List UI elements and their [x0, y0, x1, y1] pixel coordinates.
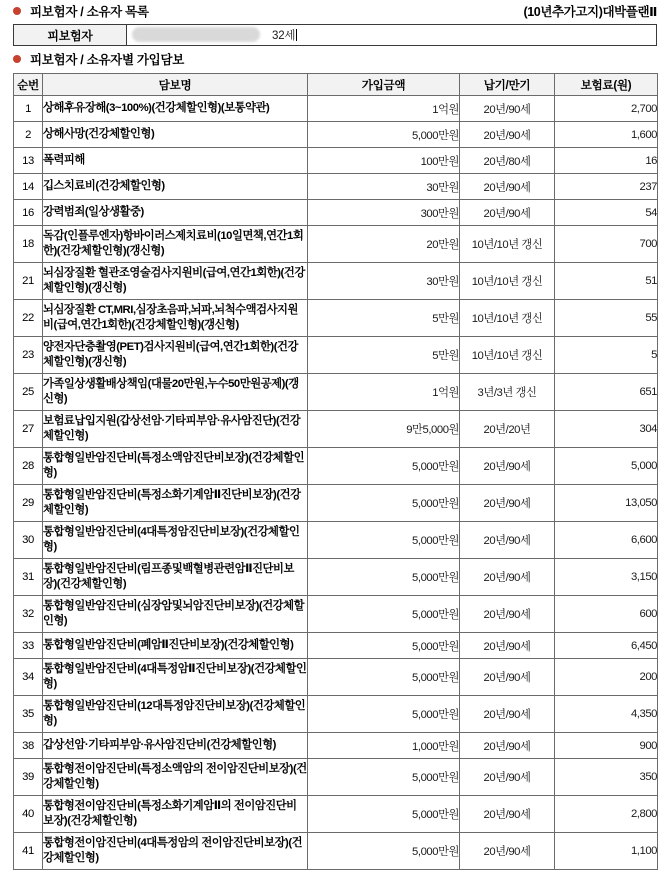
cell-premium: 3,150	[555, 559, 658, 596]
table-row	[14, 148, 658, 174]
table-row	[14, 696, 658, 733]
cell-no: 2	[14, 122, 43, 148]
cell-no: 30	[14, 522, 43, 559]
cell-term: 20년/20년	[460, 411, 555, 448]
cell-name: 통합형일반암진단비(특정소화기계암Ⅱ진단비보장)(건강체할인형)	[43, 485, 308, 522]
cell-amount: 5,000만원	[308, 633, 460, 659]
insured-age: 32세	[272, 27, 297, 43]
table-row	[14, 833, 658, 870]
cell-name: 상해후유장해(3~100%)(건강체할인형)(보통약관)	[43, 96, 308, 122]
cell-term: 10년/10년 갱신	[460, 226, 555, 263]
coverage-table-body	[14, 96, 658, 870]
cell-no: 1	[14, 96, 43, 122]
cell-amount: 5,000만원	[308, 759, 460, 796]
cell-premium: 2,800	[555, 796, 658, 833]
cell-no: 34	[14, 659, 43, 696]
cell-name: 통합형전이암진단비(특정소화기계암Ⅱ의 전이암진단비보장)(건강체할인형)	[43, 796, 308, 833]
cell-term: 20년/90세	[460, 759, 555, 796]
cell-term: 20년/90세	[460, 448, 555, 485]
cell-no: 14	[14, 174, 43, 200]
column-header-term: 납기/만기	[460, 74, 555, 96]
cell-name: 보험료납입지원(갑상선암·기타피부암·유사암진단)(건강체할인형)	[43, 411, 308, 448]
cell-no: 16	[14, 200, 43, 226]
coverage-section-header	[0, 46, 670, 70]
table-row	[14, 485, 658, 522]
cell-no: 29	[14, 485, 43, 522]
cell-name: 통합형전이암진단비(특정소액암의 전이암진단비보장)(건강체할인형)	[43, 759, 308, 796]
coverage-table-head	[14, 74, 658, 96]
cell-no: 22	[14, 300, 43, 337]
cell-premium: 51	[555, 263, 658, 300]
cell-premium: 13,050	[555, 485, 658, 522]
table-row	[14, 122, 658, 148]
cell-term: 20년/90세	[460, 633, 555, 659]
cell-name: 통합형일반암진단비(4대특정암Ⅱ진단비보장)(건강체할인형)	[43, 659, 308, 696]
table-row	[14, 759, 658, 796]
cell-amount: 5,000만원	[308, 448, 460, 485]
plan-name-label: (10년추가고지)대박플랜Ⅱ	[523, 5, 657, 19]
cell-premium: 600	[555, 596, 658, 633]
cell-premium: 4,350	[555, 696, 658, 733]
column-header-premium: 보험료(원)	[555, 74, 658, 96]
cell-name: 폭력피해	[43, 148, 308, 174]
redaction-blob	[132, 27, 260, 42]
cell-term: 20년/90세	[460, 696, 555, 733]
table-row	[14, 374, 658, 411]
cell-no: 27	[14, 411, 43, 448]
cell-name: 통합형일반암진단비(4대특정암진단비보장)(건강체할인형)	[43, 522, 308, 559]
cell-amount: 5,000만원	[308, 522, 460, 559]
cell-premium: 350	[555, 759, 658, 796]
cell-term: 20년/80세	[460, 148, 555, 174]
table-row	[14, 226, 658, 263]
cell-premium: 55	[555, 300, 658, 337]
cell-term: 10년/10년 갱신	[460, 300, 555, 337]
table-row	[14, 659, 658, 696]
cell-term: 10년/10년 갱신	[460, 337, 555, 374]
cell-no: 35	[14, 696, 43, 733]
column-header-amount: 가입금액	[308, 74, 460, 96]
cell-name: 갑상선암·기타피부암·유사암진단비(건강체할인형)	[43, 733, 308, 759]
cell-premium: 1,100	[555, 833, 658, 870]
cell-premium: 237	[555, 174, 658, 200]
cell-name: 뇌심장질환 혈관조영술검사지원비(급여,연간1회한)(건강체할인형)(갱신형)	[43, 263, 308, 300]
cell-premium: 900	[555, 733, 658, 759]
cell-term: 20년/90세	[460, 200, 555, 226]
coverage-table-wrapper	[13, 73, 657, 870]
cell-term: 20년/90세	[460, 174, 555, 200]
cell-term: 20년/90세	[460, 559, 555, 596]
cell-amount: 30만원	[308, 174, 460, 200]
cell-amount: 1억원	[308, 374, 460, 411]
table-row	[14, 522, 658, 559]
insured-list-section-header	[0, 0, 670, 22]
cell-name: 독감(인플루엔자)항바이러스제치료비(10일면책,연간1회한)(건강체할인형)(갱신형)	[43, 226, 308, 263]
cell-premium: 200	[555, 659, 658, 696]
cell-no: 21	[14, 263, 43, 300]
cell-no: 39	[14, 759, 43, 796]
table-row	[14, 633, 658, 659]
cell-term: 20년/90세	[460, 485, 555, 522]
cell-term: 3년/3년 갱신	[460, 374, 555, 411]
column-header-name: 담보명	[43, 74, 308, 96]
cell-amount: 5,000만원	[308, 559, 460, 596]
cell-amount: 9만5,000원	[308, 411, 460, 448]
table-row	[14, 733, 658, 759]
cell-premium: 651	[555, 374, 658, 411]
cell-premium: 6,600	[555, 522, 658, 559]
cell-amount: 5만원	[308, 337, 460, 374]
cell-amount: 1억원	[308, 96, 460, 122]
table-row	[14, 448, 658, 485]
cell-amount: 5,000만원	[308, 122, 460, 148]
cell-term: 20년/90세	[460, 122, 555, 148]
cell-name: 통합형일반암진단비(특정소액암진단비보장)(건강체할인형)	[43, 448, 308, 485]
cell-term: 20년/90세	[460, 833, 555, 870]
cell-term: 20년/90세	[460, 522, 555, 559]
cell-amount: 20만원	[308, 226, 460, 263]
insured-label: 피보험자	[14, 25, 127, 45]
cell-amount: 300만원	[308, 200, 460, 226]
table-row	[14, 263, 658, 300]
table-header-row	[14, 74, 658, 96]
cell-name: 통합형일반암진단비(12대특정암진단비보장)(건강체할인형)	[43, 696, 308, 733]
cell-premium: 54	[555, 200, 658, 226]
cell-name: 통합형전이암진단비(4대특정암의 전이암진단비보장)(건강체할인형)	[43, 833, 308, 870]
bullet-icon	[13, 7, 21, 15]
table-row	[14, 796, 658, 833]
cell-amount: 30만원	[308, 263, 460, 300]
cell-amount: 5,000만원	[308, 485, 460, 522]
cell-name: 깁스치료비(건강체할인형)	[43, 174, 308, 200]
cell-name: 뇌심장질환 CT,MRI,심장초음파,뇌파,뇌척수액검사지원비(급여,연간1회한)(건강체할인형)(갱신형)	[43, 300, 308, 337]
cell-premium: 5	[555, 337, 658, 374]
cell-no: 23	[14, 337, 43, 374]
cell-amount: 5,000만원	[308, 833, 460, 870]
cell-no: 13	[14, 148, 43, 174]
coverage-section-title: 피보험자 / 소유자별 가입담보	[30, 53, 184, 67]
table-row	[14, 337, 658, 374]
cell-amount: 5,000만원	[308, 796, 460, 833]
cell-term: 10년/10년 갱신	[460, 263, 555, 300]
cell-term: 20년/90세	[460, 733, 555, 759]
table-row	[14, 96, 658, 122]
cell-premium: 2,700	[555, 96, 658, 122]
cell-amount: 1,000만원	[308, 733, 460, 759]
table-row	[14, 596, 658, 633]
cell-name: 통합형일반암진단비(림프종및백혈병관련암Ⅱ진단비보장)(건강체할인형)	[43, 559, 308, 596]
cell-premium: 1,600	[555, 122, 658, 148]
coverage-table	[13, 73, 658, 870]
cell-no: 18	[14, 226, 43, 263]
table-row	[14, 411, 658, 448]
table-row	[14, 300, 658, 337]
cell-term: 20년/90세	[460, 96, 555, 122]
column-header-no: 순번	[14, 74, 43, 96]
cell-premium: 16	[555, 148, 658, 174]
cell-amount: 5,000만원	[308, 659, 460, 696]
cell-premium: 6,450	[555, 633, 658, 659]
cell-premium: 304	[555, 411, 658, 448]
cell-name: 상해사망(건강체할인형)	[43, 122, 308, 148]
cell-name: 통합형일반암진단비(심장암및뇌암진단비보장)(건강체할인형)	[43, 596, 308, 633]
cell-no: 32	[14, 596, 43, 633]
bullet-icon	[13, 55, 21, 63]
cell-name: 강력범죄(일상생활중)	[43, 200, 308, 226]
cell-name: 통합형일반암진단비(폐암Ⅱ진단비보장)(건강체할인형)	[43, 633, 308, 659]
cell-term: 20년/90세	[460, 596, 555, 633]
cell-no: 31	[14, 559, 43, 596]
insured-value-cell	[127, 25, 656, 45]
cell-premium: 5,000	[555, 448, 658, 485]
table-row	[14, 559, 658, 596]
cell-no: 33	[14, 633, 43, 659]
insured-person-bar	[13, 24, 657, 46]
cell-no: 25	[14, 374, 43, 411]
cell-no: 28	[14, 448, 43, 485]
page-title: 피보험자 / 소유자 목록	[30, 5, 149, 19]
cell-name: 가족일상생활배상책임(대물20만원,누수50만원공제)(갱신형)	[43, 374, 308, 411]
cell-amount: 100만원	[308, 148, 460, 174]
cell-no: 38	[14, 733, 43, 759]
cell-amount: 5,000만원	[308, 696, 460, 733]
cell-no: 41	[14, 833, 43, 870]
cell-term: 20년/90세	[460, 659, 555, 696]
table-row	[14, 174, 658, 200]
cell-name: 양전자단층촬영(PET)검사지원비(급여,연간1회한)(건강체할인형)(갱신형)	[43, 337, 308, 374]
cell-amount: 5만원	[308, 300, 460, 337]
cell-amount: 5,000만원	[308, 596, 460, 633]
cell-no: 40	[14, 796, 43, 833]
cell-term: 20년/90세	[460, 796, 555, 833]
table-row	[14, 200, 658, 226]
cell-premium: 700	[555, 226, 658, 263]
